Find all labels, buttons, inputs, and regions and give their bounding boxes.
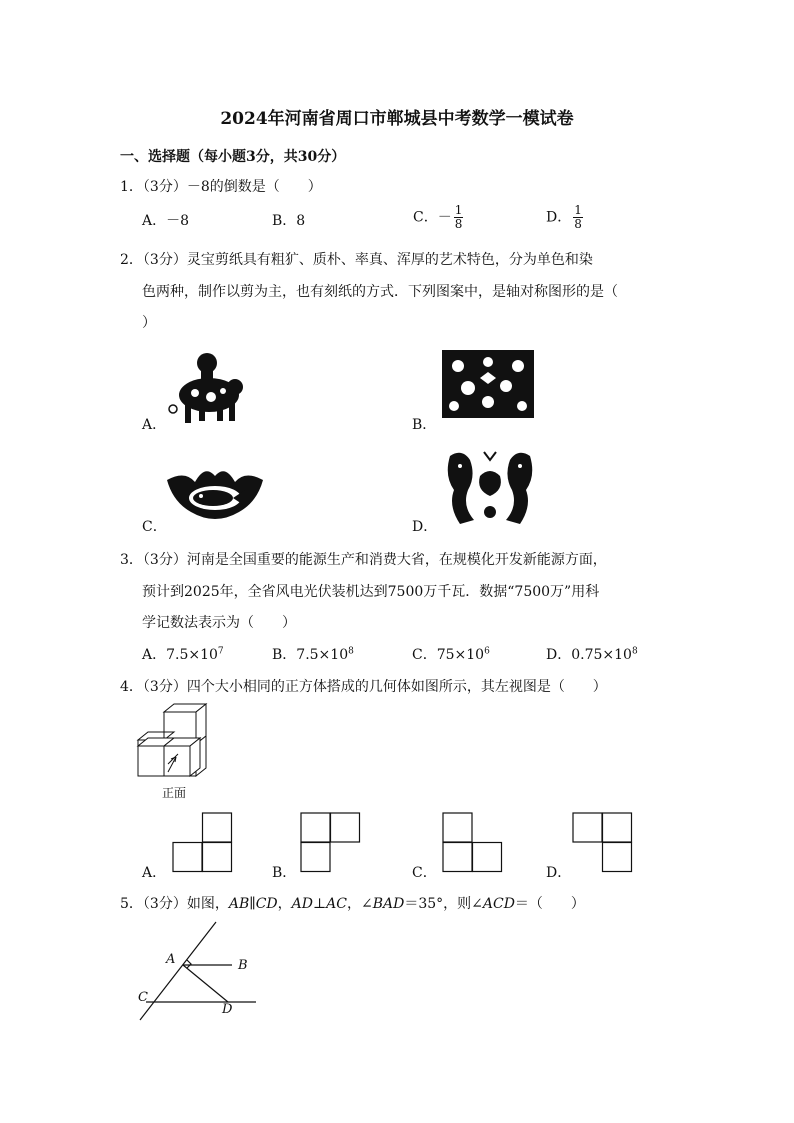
q1-option-d-fraction [573, 204, 583, 231]
q4-option-b[interactable]: B． [272, 865, 297, 881]
point-label-b: B [238, 958, 248, 973]
q3-option-a-exponent: 7 [217, 646, 224, 657]
q1-option-c-fraction [454, 204, 464, 231]
question-4-stem: 4．（3分）四个大小相同的正方体搭成的几何体如图所示，其左视图是（ ） [120, 679, 607, 695]
q3-option-c-exponent: 6 [484, 646, 490, 657]
page-title: 2024年河南省周口市郸城县中考数学一模试卷 [220, 109, 574, 129]
q4-option-c[interactable]: C． [412, 865, 437, 881]
q5-text-4: ＝35°，则∠ [404, 896, 483, 912]
q1-option-d-prefix: D． [546, 209, 572, 226]
q3-option-b[interactable] [272, 644, 354, 664]
q4-option-a[interactable]: A． [142, 865, 167, 881]
point-label-d: D [222, 1002, 233, 1017]
q4-option-c-view [442, 812, 504, 874]
point-label-a: A [166, 952, 176, 967]
q3-option-d[interactable] [546, 644, 638, 664]
q4-option-d[interactable]: D． [546, 865, 572, 881]
q5-ab-parallel-cd: AB∥CD [228, 896, 278, 912]
fraction-numerator: 1 [574, 203, 582, 217]
q4-option-d-view [572, 812, 634, 874]
q5-angle-bad: BAD [372, 896, 405, 912]
papercut-ox-image [165, 345, 247, 425]
fraction-denominator: 8 [454, 217, 463, 231]
q1-option-a[interactable]: A．－8 [142, 213, 190, 229]
q3-option-d-text: D．0.75×10 [546, 647, 632, 663]
q3-option-d-exponent: 8 [631, 646, 638, 657]
q2-option-a[interactable]: A． [142, 417, 167, 433]
q3-option-c-text: C．75×10 [412, 647, 485, 663]
papercut-square-image [440, 348, 536, 420]
question-3-line-1: 3．（3分）河南是全国重要的能源生产和消费大省，在规模化开发新能源方面， [120, 552, 607, 568]
q5-text-3: ，∠ [346, 896, 373, 912]
question-2-line-1: 2．（3分）灵宝剪纸具有粗犷、质朴、率真、浑厚的艺术特色，分为单色和染 [120, 252, 593, 268]
question-2-line-2: 色两种，制作以剪为主，也有刻纸的方式．下列图案中，是轴对称图形的是（ [142, 284, 618, 300]
q2-option-d[interactable]: D． [412, 519, 438, 535]
question-3-line-3: 学记数法表示为（ ） [142, 615, 296, 631]
q3-option-b-text: B．7.5×10 [272, 647, 349, 663]
q3-option-b-exponent: 8 [348, 646, 354, 657]
fraction-denominator: 8 [574, 217, 582, 231]
q4-option-b-view [300, 812, 362, 874]
question-1-stem: 1．（3分）－8的倒数是（ ） [120, 179, 322, 195]
papercut-dragons-image [440, 446, 540, 526]
q1-option-b[interactable]: B．8 [272, 213, 306, 229]
q5-angle-acd: ACD [482, 896, 515, 912]
q3-option-c[interactable] [412, 644, 490, 664]
q3-option-a[interactable] [142, 644, 224, 664]
papercut-lotus-fish-image [165, 462, 265, 526]
q2-option-c[interactable]: C． [142, 519, 167, 535]
q1-option-c[interactable] [413, 204, 463, 231]
q2-option-b[interactable]: B． [412, 417, 437, 433]
q5-text-1: 5．（3分）如图， [120, 896, 229, 912]
section-heading: 一、选择题（每小题3分，共30分） [120, 149, 346, 165]
q5-text-5: ＝（ ） [514, 896, 585, 912]
q1-option-d[interactable] [546, 204, 583, 231]
question-5-stem [120, 893, 585, 913]
question-2-line-3: ） [142, 315, 156, 331]
q5-text-2: ， [277, 896, 292, 912]
question-3-line-2: 预计到2025年，全省风电光伏装机达到7500万千瓦．数据“7500万”用科 [142, 584, 600, 600]
q1-option-c-prefix: C．－ [413, 209, 452, 226]
front-view-label: 正面 [162, 786, 187, 800]
q5-ad-perp-ac: AD⊥AC [291, 896, 347, 912]
point-label-c: C [138, 990, 148, 1005]
fraction-numerator: 1 [454, 203, 463, 217]
cube-solid-figure [134, 702, 214, 792]
q3-option-a-text: A．7.5×10 [142, 647, 218, 663]
q4-option-a-view [172, 812, 234, 874]
